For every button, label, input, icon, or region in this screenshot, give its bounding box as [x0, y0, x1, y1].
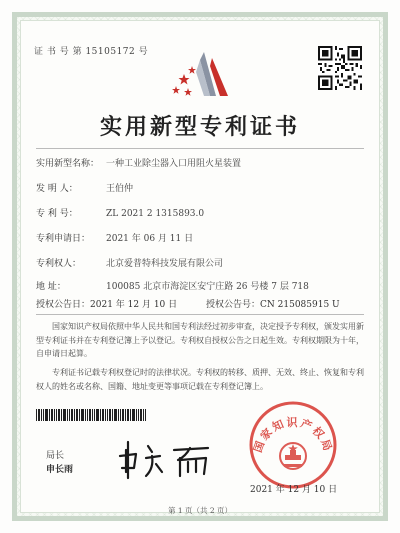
grant-statement-paragraph: 国家知识产权局依照中华人民共和国专利法经过初步审查，决定授予专利权，颁发实用新型专利证书并在专利登记簿上予以登记。专利权自授权公告之日起生效。专利权期限为十年，自申请日起算。: [36, 322, 364, 358]
patent-number-value: ZL 2021 2 1315893.0: [106, 209, 205, 219]
official-seal: [248, 400, 338, 490]
barcode-icon: [36, 409, 146, 421]
certificate-number: 证 书 号 第 15105172 号: [34, 47, 149, 57]
address-label: 地 址：: [36, 282, 66, 292]
signatory-name: 申长雨: [46, 465, 74, 475]
patentee-label: 专利权人：: [36, 259, 82, 269]
cnipa-emblem-icon: [170, 50, 234, 100]
inventor-row: [36, 181, 133, 194]
grant-date-label: 授权公告日：: [36, 300, 91, 310]
inventor-label: 发 明 人：: [36, 184, 78, 194]
patent-number-label: 专 利 号：: [36, 209, 78, 219]
grant-date-value: 2021 年 12 月 10 日: [90, 300, 178, 310]
application-date-row: [36, 231, 193, 244]
utility-model-name-label: 实用新型名称：: [36, 159, 100, 169]
patentee-value: 北京爱普特科技发展有限公司: [106, 259, 224, 269]
application-date-label: 专利申请日：: [36, 234, 91, 244]
address-row: [36, 279, 309, 292]
address-value: 100085 北京市海淀区安宁庄路 26 号楼 7 层 718: [106, 282, 309, 292]
national-emblem-icon: [280, 443, 306, 469]
grant-number-value: CN 215085915 U: [260, 300, 340, 310]
divider: [36, 148, 364, 149]
utility-model-name-value: 一种工业除尘器入口用阻火星装置: [106, 159, 242, 169]
legal-status-paragraph: 专利证书记载专利权登记时的法律状况。专利权的转移、质押、无效、终止、恢复和专利权人的姓名或名称、国籍、地址变更等事项记载在专利登记簿上。: [36, 368, 364, 391]
patentee-row: [36, 256, 223, 269]
handwritten-signature: [116, 438, 216, 480]
certificate-title: 实用新型专利证书: [99, 114, 300, 140]
application-date-value: 2021 年 06 月 11 日: [106, 234, 194, 244]
page-number: 第 1 页（共 2 页）: [167, 506, 233, 515]
qr-code-icon: [318, 46, 362, 90]
seal-date: 2021 年 12 月 10 日: [250, 485, 338, 495]
grant-number-label: 授权公告号：: [206, 300, 261, 310]
grant-info-row: [36, 297, 364, 310]
signatory-title: 局长: [46, 451, 65, 461]
utility-model-name-row: [36, 156, 241, 169]
patent-number-row: [36, 206, 204, 219]
divider: [36, 314, 364, 315]
inventor-value: 王伯仲: [106, 184, 134, 194]
seal-text: 国家知识产权局: [251, 415, 335, 455]
